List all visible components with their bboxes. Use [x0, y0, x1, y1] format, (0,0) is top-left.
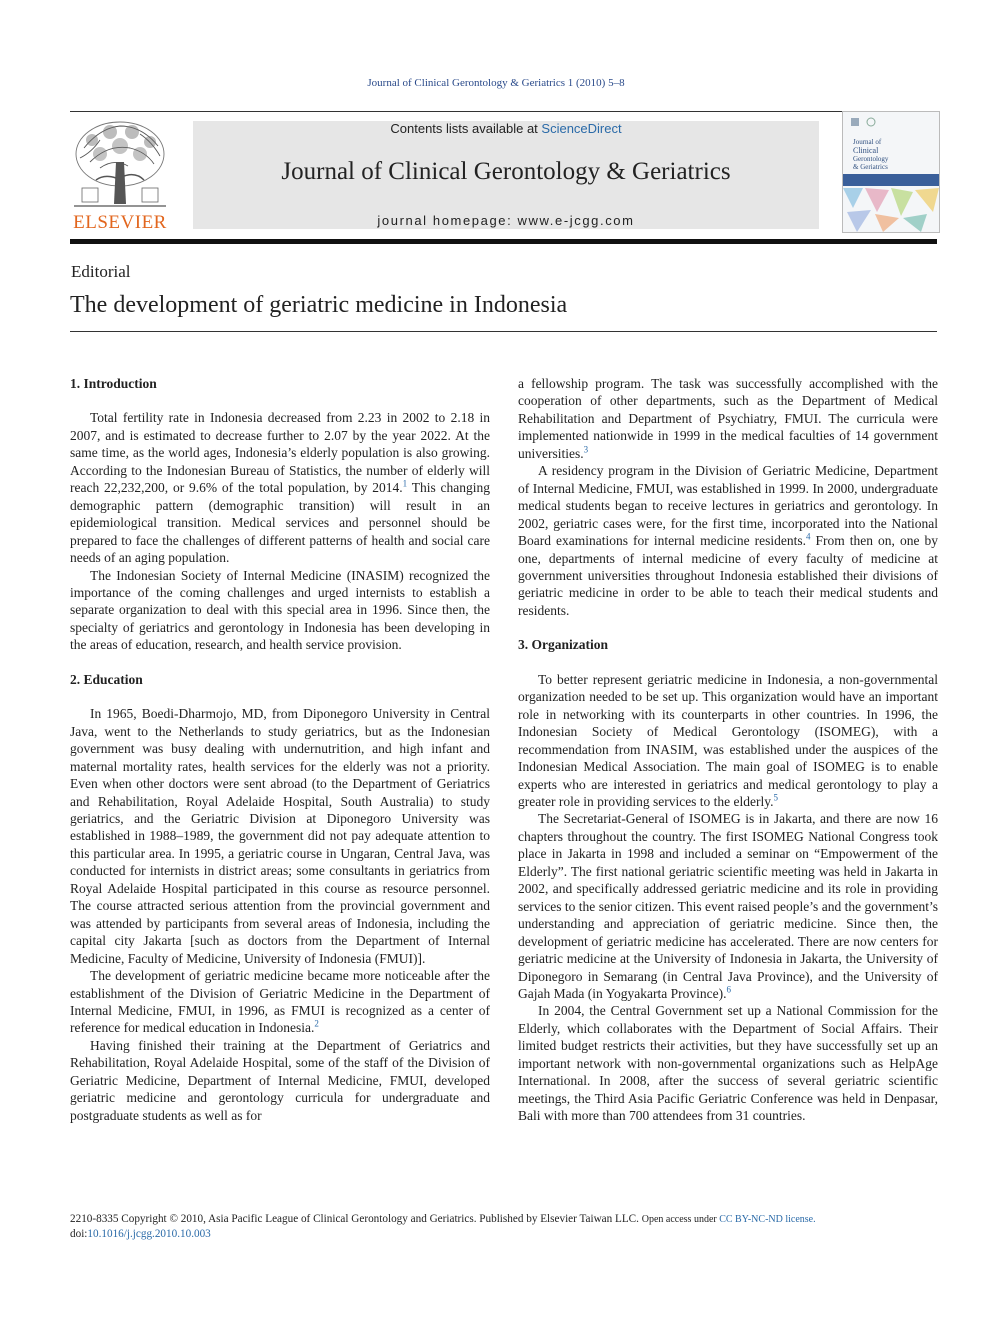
elsevier-logo	[70, 118, 170, 234]
tree-icon	[70, 118, 170, 212]
journal-cover[interactable]	[842, 111, 940, 233]
paragraph	[518, 810, 938, 1002]
paragraph: The Indonesian Society of Internal Medicine (INASIM) recognized the importance of the coming challenges and urged internists to establish a separate organization to deal with this special area in 1996. Since then, the specialty of geriatrics and gerontology in Indonesia has been developing in the areas of education, research, and health service provision.	[70, 567, 490, 653]
section-heading-introduction: 1. Introduction	[70, 376, 157, 391]
doi-link[interactable]: 10.1016/j.jcgg.2010.10.003	[87, 1228, 211, 1240]
article-type: Editorial	[71, 262, 131, 281]
paragraph-text: From then on, one by one, departments of internal medicine of every faculty of medicine at government universities throughout Indonesia established their divisions of geriatric medicine in order to be able to teach their medical students and residents.	[518, 533, 938, 618]
paragraph-text: The development of geriatric medicine became more noticeable after the establishment of the Division of Geriatric Medicine in the Department of Internal Medicine, FMUI, in 1996, as FMUI is recognized as a center of reference for medical education in Indonesia.	[70, 968, 490, 1036]
license-link[interactable]: CC BY-NC-ND license.	[719, 1214, 816, 1225]
left-column	[70, 375, 490, 1124]
contents-prefix: Contents lists available at	[390, 121, 542, 136]
journal-banner	[193, 121, 819, 229]
page-footer	[70, 1212, 940, 1242]
homepage-line	[193, 213, 819, 228]
copyright-text: 2210-8335 Copyright © 2010, Asia Pacific League of Clinical Gerontology and Geriatrics. Published by Elsevier Taiwan LLC.	[70, 1213, 642, 1225]
reference-link[interactable]: 2	[314, 1018, 319, 1029]
reference-link[interactable]: 1	[402, 478, 408, 489]
reference-link[interactable]: 6	[726, 984, 731, 995]
section-heading-organization: 3. Organization	[518, 637, 608, 653]
header-rule	[70, 111, 937, 112]
paragraph: In 1965, Boedi-Dharmojo, MD, from Diponegoro University in Central Java, went to the Netherlands to study geriatrics, but as the Indonesian government was busy dealing with undernutrition, and high infant and maternal mortality rates, health services for the elderly was not a priority. Even when other doctors were sent abroad (to the Department of Geriatrics and Rehabilitation, Royal Adelaide Hospital, South Australia) to study geriatrics, and the Geriatric Division at Diponegoro University was established in 1988–1989, the government did not pay adequate attention to this particular area. In 1995, a geriatric course in Ungaran, Central Java, was conducted for internists in district areas; some consultants in geriatrics from Royal Adelaide Hospital participated in this course as resource personnel. The course attracted serious attention from the provincial government and was attended by participants from several areas of Indonesia, including the capital city Jakarta [such as doctors from the Department of Internal Medicine, Faculty of Medicine, University of Indonesia (FMUI)].	[70, 706, 490, 966]
section-heading-education: 2. Education	[70, 671, 143, 687]
journal-title: Journal of Clinical Gerontology & Geriatrics	[281, 158, 731, 185]
doi-line	[70, 1227, 940, 1242]
paragraph-text: To better represent geriatric medicine in Indonesia, a non-governmental organization needed to be set up. This organization would have an important role in networking with its counterparts in other countries. In 1996, the Indonesian Society of Medical Gerontology (ISOMEG), with a recommendation from INASIM, was established under the auspices of the Indonesian Medical Association. The main goal of ISOMEG is to enable experts who are interested in geriatrics and medical gerontology to play a greater role in providing services to the elderly.	[518, 671, 938, 809]
paragraph: Having finished their training at the Department of Geriatrics and Rehabilitation, Royal Adelaide Hospital, some of the staff of the Division of Geriatric Medicine, Department of Internal Medicine, FMUI, developed geriatric medicine and gerontology curricula for undergraduate and postgraduate students as well as for	[70, 1037, 490, 1123]
right-column	[518, 375, 938, 1125]
cover-title-2: Clinical	[853, 146, 879, 155]
copyright-line	[70, 1212, 940, 1227]
paragraph-text: Total fertility rate in Indonesia decreased from 2.23 in 2002 to 2.18 in 2007, and is estimated to decrease further to 2.07 by the year 2022. At the same time, as the world ages, Indonesia’s elderly population is also growing. According to the Indonesian Bureau of Statistics, the number of elderly will reach 22,232,200, or 9.6% of the total population, by 2014.	[70, 410, 490, 496]
header-divider	[70, 239, 937, 244]
homepage-link[interactable]: www.e-jcgg.com	[517, 213, 635, 228]
elsevier-wordmark: ELSEVIER	[73, 212, 167, 233]
journal-citation[interactable]: Journal of Clinical Gerontology & Geriatrics 1 (2010) 5–8	[367, 77, 625, 89]
reference-link[interactable]: 3	[583, 444, 589, 455]
doi-label: doi:	[70, 1228, 88, 1240]
cover-title-3: Gerontology	[853, 155, 889, 163]
cover-image	[843, 112, 939, 232]
cover-title-1: Journal of	[853, 138, 882, 146]
paragraph	[518, 375, 938, 462]
paragraph	[518, 462, 938, 619]
paragraph	[70, 967, 490, 1037]
open-access-text: Open access under	[641, 1214, 720, 1225]
paragraph	[70, 409, 490, 566]
homepage-prefix: journal homepage:	[377, 213, 518, 228]
paragraph-text: A residency program in the Division of Geriatric Medicine, Department of Internal Medicine, FMUI, was established in 1999. In 2000, undergraduate medical students began to receive lectures in geriatrics and gerontology. In 2002, geriatric cases were, for the first time, incorporated into the National Board examinations for internal medicine residents.	[518, 463, 938, 549]
sciencedirect-link[interactable]: ScienceDirect	[541, 121, 622, 136]
paragraph	[518, 671, 938, 811]
reference-link[interactable]: 5	[773, 792, 779, 803]
title-rule	[70, 331, 937, 332]
article-title: The development of geriatric medicine in Indonesia	[70, 292, 568, 318]
paragraph-text: a fellowship program. The task was successfully accomplished with the cooperation of other departments, such as the Department of Medical Rehabilitation and Department of Psychiatry, FMUI. The curricula were implemented nationwide in 1999 in the medical faculties of 14 government universities.	[518, 376, 938, 461]
paragraph-text: The Secretariat-General of ISOMEG is in Jakarta, and there are now 16 chapters throughout the country. The first ISOMEG National Congress took place in Jakarta in 1998 and included a seminar on “Empowerment of the Elderly”. The first national geriatric scientific meeting was held in Jakarta in 2002, and specifically addressed geriatric medicine and its role in providing services to the senior citizen. This event raised people’s and the government’s understanding and appreciation of geriatric medicine. Since then, the development of geriatric medicine has accelerated. There are now centers for geriatric medicine at the University of Indonesia in Jakarta, the University of Diponegoro in Semarang (in Central Java Province), and the University of Gajah Mada (in Yogyakarta Province).	[518, 811, 938, 1001]
reference-link[interactable]: 4	[805, 531, 811, 542]
paragraph: In 2004, the Central Government set up a National Commission for the Elderly, which collaborates with the Department of Social Affairs. Their limited budget restricts their activities, but they have successfully set up an important network with non-governmental organizations such as HelpAge International. In 2008, after the success of several geriatric scientific meetings, the Third Asia Pacific Geriatric Conference was held in Denpasar, Bali with more than 700 attendees from 31 countries.	[518, 1003, 938, 1124]
paragraph-text: This changing demographic pattern (demographic transition) will result in an epidemiological transition. Medical services and personnel should be prepared to face the challenges of different patterns of health and social care needs of an aging population.	[70, 480, 490, 566]
contents-line	[193, 121, 819, 136]
cover-title-4: & Geriatrics	[853, 163, 888, 171]
